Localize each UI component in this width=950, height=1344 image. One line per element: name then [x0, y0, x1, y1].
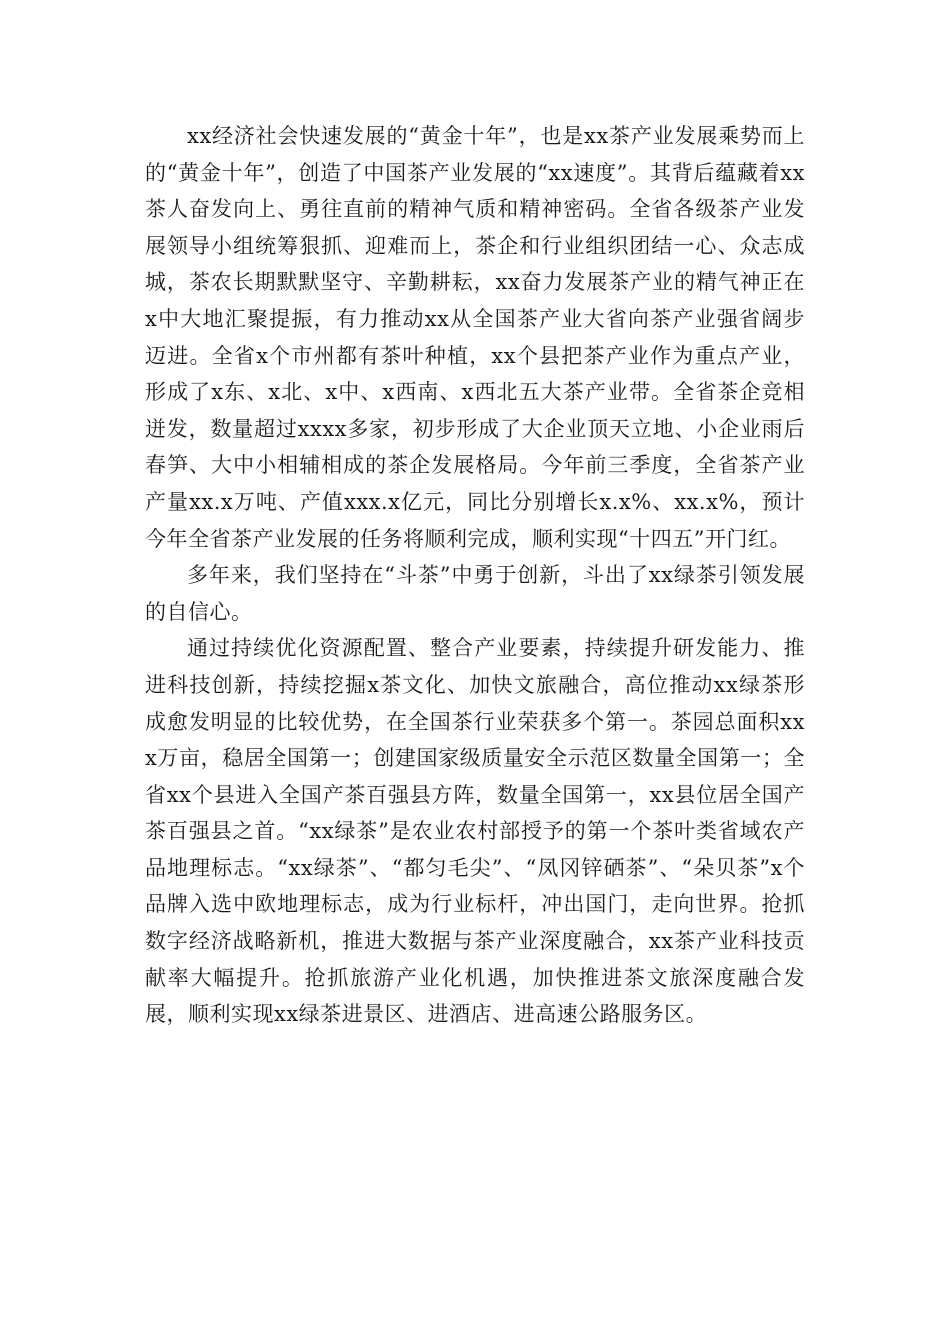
document-body [145, 118, 805, 1033]
paragraph-1: xx经济社会快速发展的“黄金十年”，也是xx茶产业发展乘势而上的“黄金十年”，创造了中国茶产业发展的“xx速度”。其背后蕴藏着xx茶人奋发向上、勇往直前的精神气质和精神密码。全省各级茶产业发展领导小组统筹狠抓、迎难而上，茶企和行业组织团结一心、众志成城，茶农长期默默坚守、辛勤耕耘，xx奋力发展茶产业的精气神正在x中大地汇聚提振，有力推动xx从全国茶产业大省向茶产业强省阔步迈进。全省x个市州都有茶叶种植，xx个县把茶产业作为重点产业，形成了x东、x北、x中、x西南、x西北五大茶产业带。全省茶企竞相迸发，数量超过xxxx多家，初步形成了大企业顶天立地、小企业雨后春笋、大中小相辅相成的茶企发展格局。今年前三季度，全省茶产业产量xx.x万吨、产值xxx.x亿元，同比分别增长x.x%、xx.x%，预计今年全省茶产业发展的任务将顺利完成，顺利实现“十四五”开门红。 [145, 124, 805, 551]
paragraph-3: 通过持续优化资源配置、整合产业要素，持续提升研发能力、推进科技创新，持续挖掘x茶文化、加快文旅融合，高位推动xx绿茶形成愈发明显的比较优势，在全国茶行业荣获多个第一。茶园总面积xxx万亩，稳居全国第一；创建国家级质量安全示范区数量全国第一；全省xx个县进入全国产茶百强县方阵，数量全国第一，xx县位居全国产茶百强县之首。“xx绿茶”是农业农村部授予的第一个茶叶类省域农产品地理标志。“xx绿茶”、“都匀毛尖”、“凤冈锌硒茶”、“朵贝茶”x个品牌入选中欧地理标志，成为行业标杆，冲出国门，走向世界。抢抓数字经济战略新机，推进大数据与茶产业深度融合，xx茶产业科技贡献率大幅提升。抢抓旅游产业化机遇，加快推进茶文旅深度融合发展，顺利实现xx绿茶进景区、进酒店、进高速公路服务区。 [145, 636, 805, 1027]
paragraph-2: 多年来，我们坚持在“斗茶”中勇于创新，斗出了xx绿茶引领发展的自信心。 [145, 563, 805, 624]
